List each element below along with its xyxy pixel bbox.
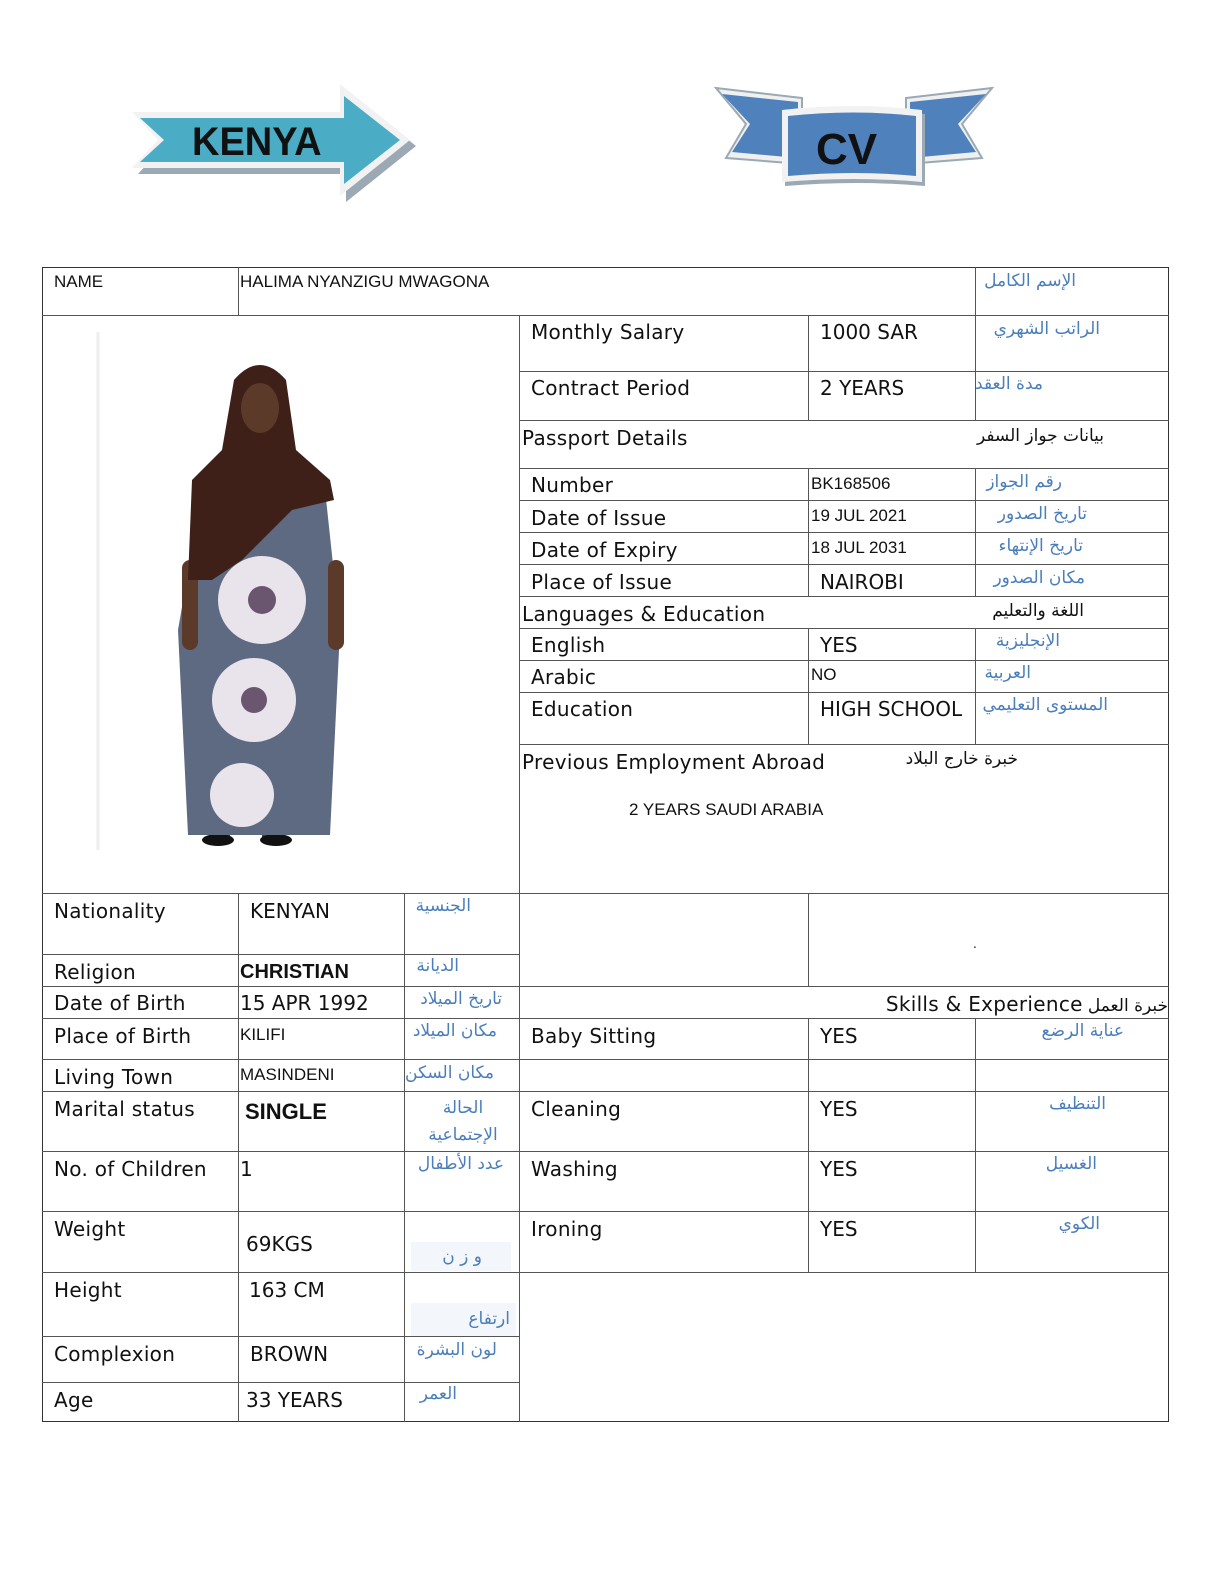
- cleaning-arabic: التنظيف: [1049, 1094, 1106, 1114]
- date-of-expiry-label: Date of Expiry: [531, 538, 678, 562]
- age-label: Age: [54, 1388, 94, 1412]
- education-arabic: المستوى التعليمي: [982, 695, 1108, 715]
- monthly-salary-label: Monthly Salary: [531, 320, 685, 344]
- living-town-value: MASINDENI: [240, 1065, 335, 1084]
- children-value: 1: [240, 1157, 253, 1181]
- previous-employment-title-arabic: خبرة خارج البلاد: [905, 749, 1018, 769]
- height-value: 163 CM: [249, 1278, 325, 1302]
- contract-period-value: 2 YEARS: [820, 376, 905, 400]
- washing-arabic: الغسيل: [1045, 1154, 1097, 1174]
- languages-education-title: Languages & Education: [522, 602, 766, 626]
- complexion-label: Complexion: [54, 1342, 176, 1366]
- date-of-birth-value: 15 APR 1992: [240, 991, 369, 1015]
- weight-value: 69KGS: [246, 1232, 313, 1256]
- nationality-arabic: الجنسية: [415, 896, 471, 916]
- place-of-birth-label: Place of Birth: [54, 1024, 192, 1048]
- stray-dot: .: [973, 937, 977, 951]
- religion-label: Religion: [54, 960, 136, 984]
- date-of-birth-label: Date of Birth: [54, 991, 186, 1015]
- age-value: 33 YEARS: [246, 1388, 343, 1412]
- skills-title: Skills & Experience: [885, 992, 1083, 1016]
- languages-education-title-arabic: اللغة والتعليم: [992, 601, 1084, 621]
- height-label: Height: [54, 1278, 122, 1302]
- education-value: HIGH SCHOOL: [820, 697, 963, 721]
- name-label: NAME: [54, 272, 104, 291]
- place-of-issue-label: Place of Issue: [531, 570, 673, 594]
- weight-arabic: و ز ن: [442, 1247, 482, 1267]
- monthly-salary-value: 1000 SAR: [820, 320, 918, 344]
- religion-value: CHRISTIAN: [240, 961, 349, 983]
- education-label: Education: [531, 697, 634, 721]
- kenya-arrow-badge: [128, 82, 420, 206]
- height-arabic: ارتفاع: [468, 1309, 510, 1329]
- passport-details-title-arabic: بيانات جواز السفر: [976, 426, 1104, 446]
- complexion-arabic: لون البشرة: [416, 1340, 497, 1360]
- living-town-arabic: مكان السكن: [405, 1063, 494, 1083]
- ironing-value: YES: [820, 1217, 858, 1241]
- place-of-birth-value: KILIFI: [240, 1025, 286, 1044]
- nationality-label: Nationality: [54, 899, 166, 923]
- age-arabic: العمر: [419, 1384, 457, 1404]
- passport-number-arabic: رقم الجواز: [986, 472, 1062, 492]
- baby-sitting-arabic: عناية الرضع: [1041, 1021, 1124, 1041]
- arabic-label: Arabic: [531, 665, 597, 689]
- place-of-birth-arabic: مكان الميلاد: [412, 1021, 497, 1041]
- ironing-label: Ironing: [531, 1217, 603, 1241]
- marital-status-label: Marital status: [54, 1097, 195, 1121]
- monthly-salary-arabic: الراتب الشهري: [993, 319, 1100, 339]
- date-of-issue-arabic: تاريخ الصدور: [997, 504, 1087, 524]
- date-of-issue-label: Date of Issue: [531, 506, 667, 530]
- children-arabic: عدد الأطفال: [417, 1154, 504, 1174]
- date-of-issue-value: 19 JUL 2021: [811, 506, 907, 525]
- cv-badge-text: CV: [816, 125, 878, 174]
- religion-arabic: الديانة: [416, 956, 459, 976]
- english-value: YES: [820, 633, 858, 657]
- complexion-value: BROWN: [250, 1342, 329, 1366]
- marital-status-value: SINGLE: [245, 1099, 327, 1124]
- passport-number-value: BK168506: [811, 474, 891, 493]
- arabic-value: NO: [811, 665, 837, 684]
- contract-period-label: Contract Period: [531, 376, 691, 400]
- baby-sitting-label: Baby Sitting: [531, 1024, 657, 1048]
- passport-number-label: Number: [531, 473, 614, 497]
- english-label: English: [531, 633, 606, 657]
- country-badge-text: KENYA: [192, 120, 322, 164]
- baby-sitting-value: YES: [820, 1024, 858, 1048]
- previous-employment-value: 2 YEARS SAUDI ARABIA: [629, 800, 824, 819]
- skills-title-arabic: خبرة العمل: [1087, 996, 1168, 1016]
- passport-details-title: Passport Details: [522, 426, 688, 450]
- weight-label: Weight: [54, 1217, 126, 1241]
- date-of-birth-arabic: تاريخ الميلاد: [420, 989, 502, 1009]
- contract-period-arabic: مدة العقد: [975, 374, 1043, 394]
- english-arabic: الإنجليزية: [995, 631, 1060, 651]
- name-value: HALIMA NYANZIGU MWAGONA: [240, 272, 490, 291]
- candidate-photo: [92, 330, 422, 852]
- date-of-expiry-arabic: تاريخ الإنتهاء: [998, 536, 1083, 556]
- place-of-issue-value: NAIROBI: [820, 570, 904, 594]
- name-label-arabic: الإسم الكامل: [984, 271, 1076, 291]
- children-label: No. of Children: [54, 1157, 207, 1181]
- arabic-arabic: العربية: [984, 663, 1031, 683]
- place-of-issue-arabic: مكان الصدور: [993, 568, 1085, 588]
- living-town-label: Living Town: [54, 1065, 174, 1089]
- date-of-expiry-value: 18 JUL 2031: [811, 538, 907, 557]
- previous-employment-title: Previous Employment Abroad: [522, 750, 826, 774]
- nationality-value: KENYAN: [250, 899, 331, 923]
- cv-banner-badge: [712, 84, 996, 194]
- marital-status-arabic: الحالة الإجتماعية: [428, 1098, 498, 1145]
- person-photo-icon: [92, 330, 422, 852]
- ironing-arabic: الكوي: [1058, 1214, 1100, 1234]
- cleaning-value: YES: [820, 1097, 858, 1121]
- skills-title-row: [522, 992, 1168, 1016]
- washing-value: YES: [820, 1157, 858, 1181]
- washing-label: Washing: [531, 1157, 618, 1181]
- cleaning-label: Cleaning: [531, 1097, 622, 1121]
